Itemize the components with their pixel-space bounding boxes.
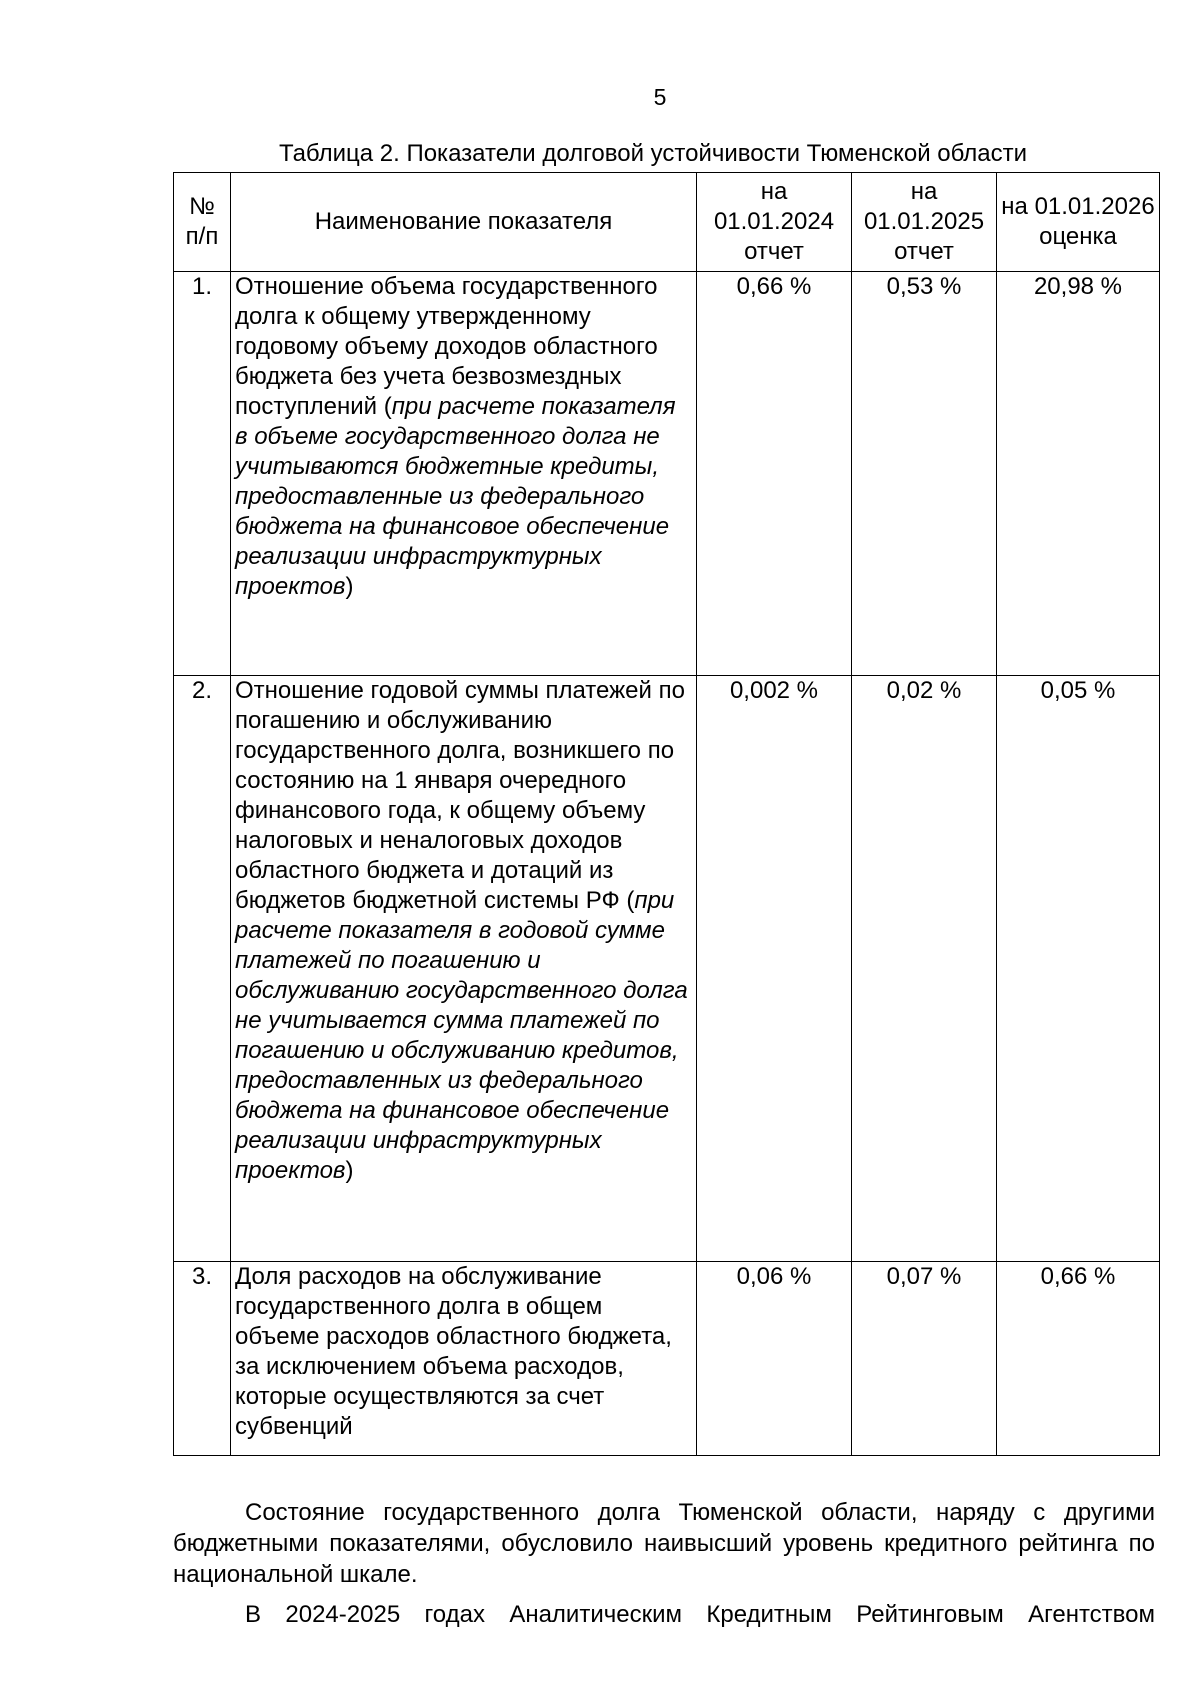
- body-paragraph: Состояние государственного долга Тюменской области, наряду с другими бюджетными показателями, обусловило наивысший уровень кредитного рейтинга по национальной шкале.: [173, 1499, 1155, 1588]
- indicator-name: Отношение объема государственного долга к общему утвержденному годовому объему доходов областного бюджета без учета безвозмездных поступлений (при расчете показателя в объеме государственного долга не учитываются бюджетные кредиты, предоставленные из федерального бюджета на финансовое обеспечение реализации инфраструктурных проектов): [231, 272, 697, 676]
- indicator-name: Отношение годовой суммы платежей по погашению и обслуживанию государственного долга, возникшего по состоянию на 1 января очередного финансового года, к общему объему налоговых и неналоговых доходов областного бюджета и дотаций из бюджетов бюджетной системы РФ (при расчете показателя в годовой сумме платежей по погашению и обслуживанию государственного долга не учитывается сумма платежей по погашению и обслуживанию кредитов, предоставленных из федерального бюджета на финансовое обеспечение реализации инфраструктурных проектов): [231, 676, 697, 1262]
- row-number: 2.: [174, 676, 231, 1262]
- indicator-note: при расчете показателя в годовой сумме платежей по погашению и обслуживанию государственного долга не учитывается сумма платежей по погашению и обслуживанию кредитов, предоставленных из федерального бюджета на финансовое обеспечение реализации инфраструктурных проектов: [235, 887, 688, 1184]
- value-2026: 0,05 %: [997, 676, 1160, 1262]
- header-name: Наименование показателя: [231, 173, 697, 272]
- table-row: [174, 1262, 1160, 1456]
- value-2025: 0,02 %: [852, 676, 997, 1262]
- indicator-title: Доля расходов на обслуживание государственного долга в общем объеме расходов областного бюджета, за исключением объема расходов, которые осуществляются за счет субвенций: [235, 1263, 672, 1440]
- indicator-note: при расчете показателя в объеме государственного долга не учитываются бюджетные кредиты, предоставленные из федерального бюджета на финансовое обеспечение реализации инфраструктурных проектов: [235, 393, 676, 600]
- value-2025: 0,07 %: [852, 1262, 997, 1456]
- table-row: [174, 272, 1160, 676]
- header-num: № п/п: [174, 173, 231, 272]
- table-row: [174, 676, 1160, 1262]
- table-header-row: [174, 173, 1160, 272]
- indicator-title: Отношение годовой суммы платежей по погашению и обслуживанию государственного долга, возникшего по состоянию на 1 января очередного финансового года, к общему объему налоговых и неналоговых доходов областного бюджета и дотаций из бюджетов бюджетной системы РФ: [235, 677, 685, 914]
- indicator-name: [231, 1262, 697, 1456]
- value-2024: 0,002 %: [697, 676, 852, 1262]
- page-number: 5: [653, 84, 667, 110]
- value-2025: 0,53 %: [852, 272, 997, 676]
- header-col1: на 01.01.2024 отчет: [697, 173, 852, 272]
- header-col3: на 01.01.2026 оценка: [997, 173, 1160, 272]
- value-2024: 0,66 %: [697, 272, 852, 676]
- body-paragraph: В 2024-2025 годах Аналитическим Кредитным Рейтинговым Агентством: [245, 1601, 1155, 1628]
- indicator-title: Отношение объема государственного долга к общему утвержденному годовому объему доходов областного бюджета без учета безвозмездных поступлений: [235, 273, 658, 420]
- table-caption: Таблица 2. Показатели долговой устойчивости Тюменской области: [279, 140, 1028, 167]
- header-col2: на 01.01.2025 отчет: [852, 173, 997, 272]
- debt-sustainability-table: [173, 172, 1160, 1456]
- value-2026: 0,66 %: [997, 1262, 1160, 1456]
- row-number: 1.: [174, 272, 231, 676]
- value-2024: 0,06 %: [697, 1262, 852, 1456]
- value-2026: 20,98 %: [997, 272, 1160, 676]
- row-number: 3.: [174, 1262, 231, 1456]
